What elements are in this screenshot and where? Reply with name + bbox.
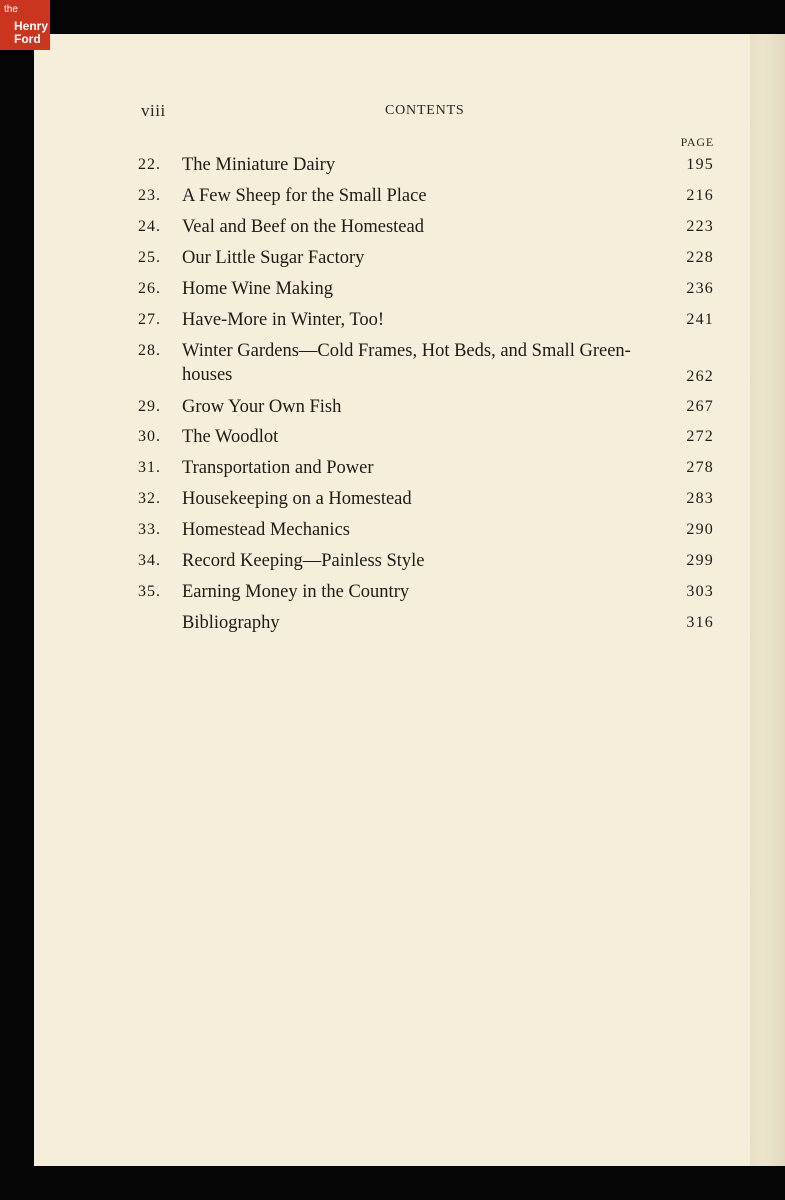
logo-text-ford: Ford <box>14 32 41 46</box>
chapter-number: 29. <box>138 398 161 415</box>
chapter-page: 272 <box>686 428 714 445</box>
chapter-title: Grow Your Own Fish <box>182 397 342 417</box>
chapter-number: 24. <box>138 218 161 235</box>
chapter-title: Veal and Beef on the Homestead <box>182 217 424 237</box>
chapter-title <box>182 339 677 387</box>
page-title: CONTENTS <box>385 103 465 118</box>
chapter-number: 33. <box>138 521 161 538</box>
chapter-title-line: Winter Gardens—Cold Frames, Hot Beds, and Small Green- <box>182 341 631 361</box>
chapter-page: 228 <box>686 249 714 266</box>
chapter-number: 22. <box>138 156 161 173</box>
chapter-number: 23. <box>138 187 161 204</box>
page-edge <box>750 34 785 1166</box>
chapter-page: 223 <box>686 218 714 235</box>
chapter-page: 290 <box>686 521 714 538</box>
chapter-page: 267 <box>686 398 714 415</box>
chapter-number: 35. <box>138 583 161 600</box>
chapter-page: 236 <box>686 280 714 297</box>
chapter-number: 32. <box>138 490 161 507</box>
chapter-page: 278 <box>686 459 714 476</box>
chapter-title: The Woodlot <box>182 427 279 447</box>
chapter-title: Bibliography <box>182 613 280 633</box>
chapter-page: 216 <box>686 187 714 204</box>
chapter-number: 30. <box>138 428 161 445</box>
logo-text-the: the <box>4 4 18 15</box>
chapter-page: 316 <box>686 614 714 631</box>
chapter-title: The Miniature Dairy <box>182 155 336 175</box>
chapter-title-continuation: houses <box>182 365 233 385</box>
chapter-title: Homestead Mechanics <box>182 520 350 540</box>
chapter-title: Earning Money in the Country <box>182 582 410 602</box>
page-number: viii <box>141 101 166 120</box>
chapter-page: 195 <box>686 156 714 173</box>
page-column-header: PAGE <box>680 135 714 149</box>
chapter-number: 25. <box>138 249 161 266</box>
chapter-title: Home Wine Making <box>182 279 333 299</box>
chapter-title: Record Keeping—Painless Style <box>182 551 425 571</box>
chapter-page: 262 <box>686 368 714 385</box>
chapter-number: 28. <box>138 342 161 359</box>
chapter-page: 299 <box>686 552 714 569</box>
logo-text-henry: Henry <box>14 19 49 33</box>
chapter-title: Transportation and Power <box>182 458 374 478</box>
chapter-number: 31. <box>138 459 161 476</box>
chapter-page: 303 <box>686 583 714 600</box>
chapter-title: Have-More in Winter, Too! <box>182 310 385 330</box>
chapter-number: 34. <box>138 552 161 569</box>
chapter-page: 241 <box>686 311 714 328</box>
chapter-page: 283 <box>686 490 714 507</box>
chapter-number: 27. <box>138 311 161 328</box>
chapter-title: A Few Sheep for the Small Place <box>182 186 427 206</box>
henry-ford-logo <box>0 0 50 50</box>
chapter-title: Housekeeping on a Homestead <box>182 489 412 509</box>
chapter-number: 26. <box>138 280 161 297</box>
chapter-title: Our Little Sugar Factory <box>182 248 365 268</box>
